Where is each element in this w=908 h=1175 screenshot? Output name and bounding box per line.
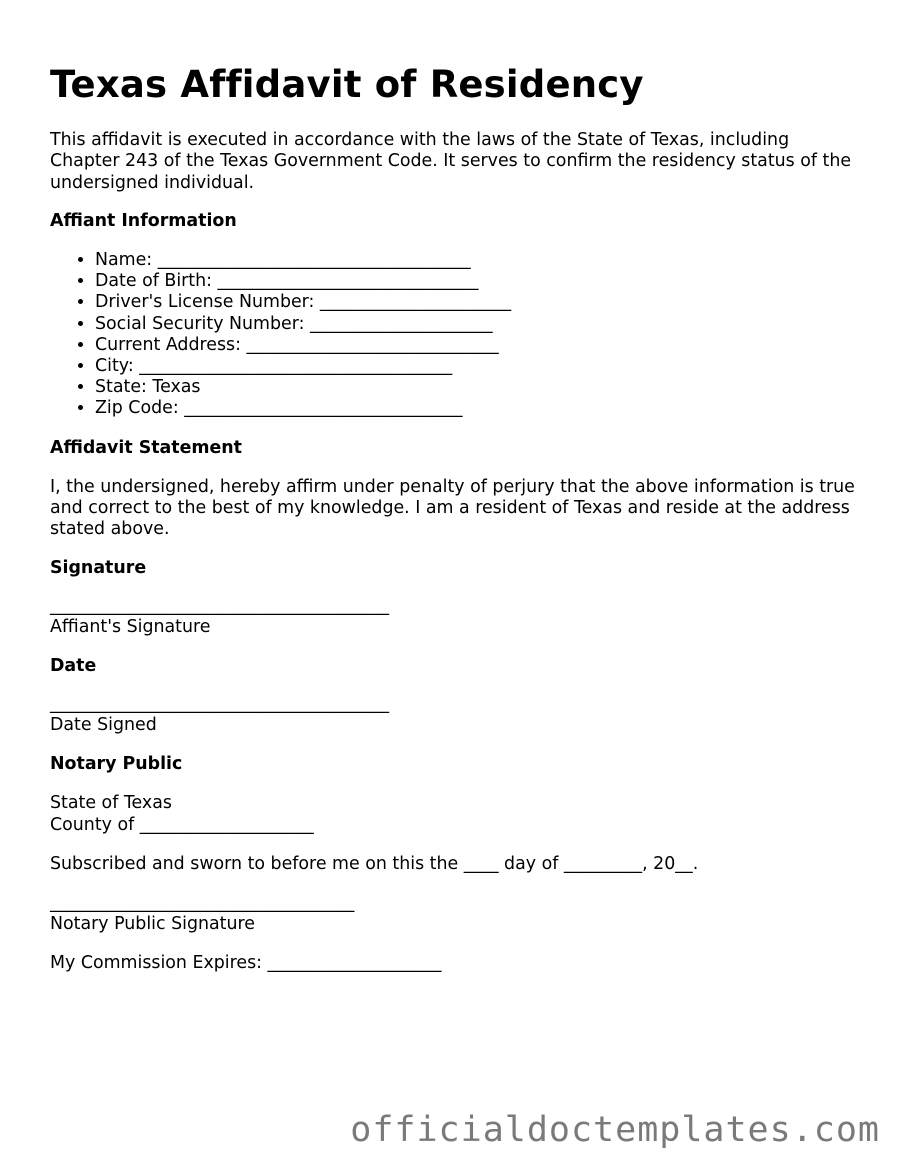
- date-signed-caption: Date Signed: [50, 715, 157, 736]
- affiant-fields-list: [50, 250, 860, 420]
- notary-county-text: County of ____________________: [50, 814, 314, 835]
- watermark-text: officialdoctemplates.com: [350, 1110, 880, 1150]
- affiant-signature-line: _______________________________________: [50, 596, 390, 617]
- notary-venue: [50, 793, 860, 836]
- notary-state-text: State of Texas: [50, 793, 172, 814]
- affiant-signature-block: [50, 596, 860, 638]
- field-date-of-birth: • Date of Birth: ______________________________: [95, 271, 860, 292]
- statement-paragraph: I, the undersigned, hereby affirm under penalty of perjury that the above information is true and correct to the best of my knowledge. I am a resident of Texas and reside at the address stated above.: [50, 476, 855, 540]
- statement-heading: Affidavit Statement: [50, 437, 242, 458]
- signature-heading: Signature: [50, 558, 147, 579]
- field-state: • State: Texas: [95, 377, 860, 398]
- affiant-heading: Affiant Information: [50, 210, 237, 231]
- date-signed-block: [50, 694, 860, 736]
- date-signed-line: _______________________________________: [50, 694, 390, 715]
- field-current-address: • Current Address: _____________________________: [95, 335, 860, 356]
- field-name: • Name: ____________________________________: [95, 250, 860, 271]
- notary-signature-line: ___________________________________: [50, 893, 355, 914]
- field-zip-code: • Zip Code: ________________________________: [95, 398, 860, 419]
- date-heading: Date: [50, 656, 97, 677]
- field-drivers-license: • Driver's License Number: ______________________: [95, 292, 860, 313]
- commission-expires: My Commission Expires: ____________________: [50, 953, 442, 974]
- document-page: [50, 62, 860, 975]
- document-title: Texas Affidavit of Residency: [50, 63, 644, 106]
- sworn-statement: Subscribed and sworn to before me on this the ____ day of _________, 20__.: [50, 854, 699, 874]
- field-social-security: • Social Security Number: _____________________: [95, 314, 860, 335]
- notary-signature-caption: Notary Public Signature: [50, 914, 255, 935]
- affiant-signature-caption: Affiant's Signature: [50, 617, 211, 638]
- intro-paragraph: This affidavit is executed in accordance with the laws of the State of Texas, including Chapter 243 of the Texas Government Code. It serves to confirm the residency status of the undersigned individual.: [50, 130, 852, 193]
- notary-heading: Notary Public: [50, 754, 183, 775]
- notary-signature-block: [50, 893, 860, 935]
- field-city: • City: ____________________________________: [95, 356, 860, 377]
